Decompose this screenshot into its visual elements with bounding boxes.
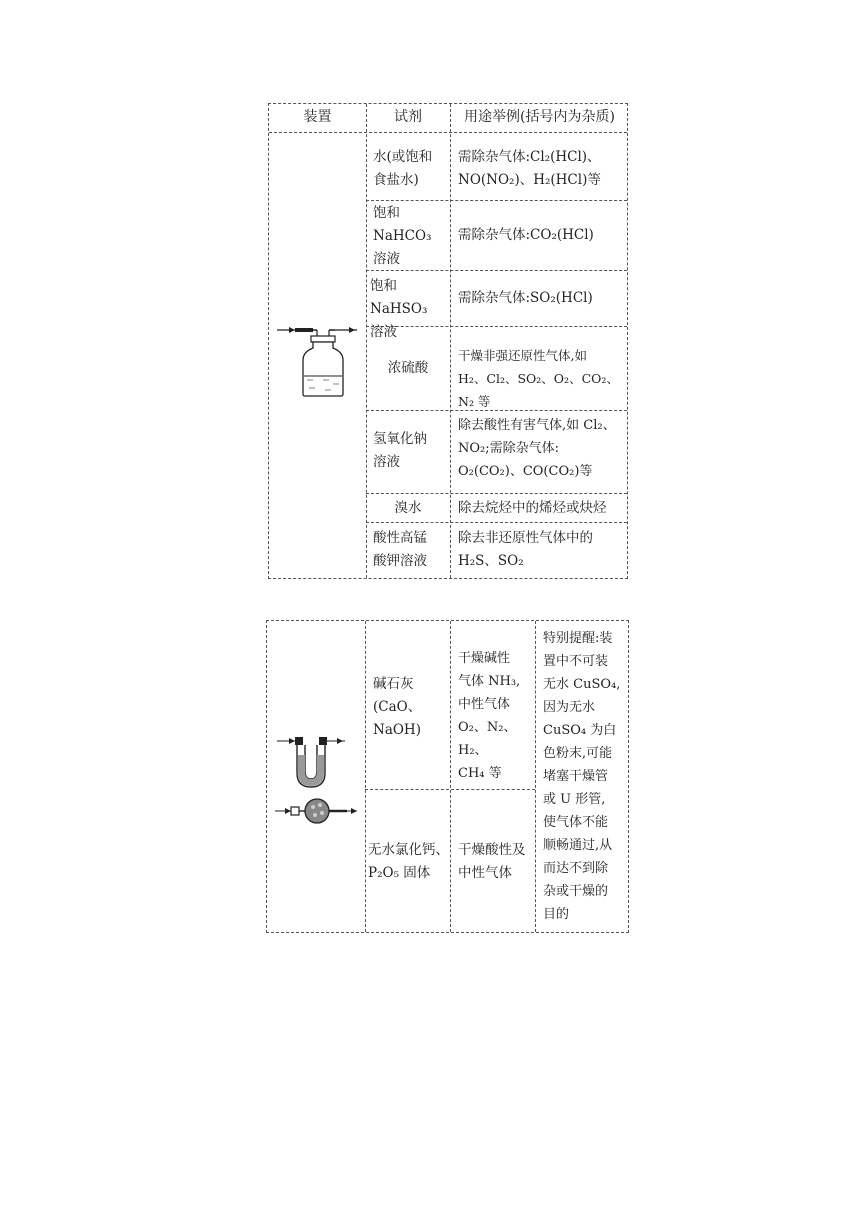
reagent-nahso3: 饱和 NaHSO₃ 溶液 xyxy=(370,278,428,340)
use-bromine-water: 除去烷烃中的烯烃或炔烃 xyxy=(458,500,607,516)
use-conc-sulfuric-acid: 干燥非强还原性气体,如 H₂、Cl₂、SO₂、O₂、CO₂、N₂ 等 xyxy=(458,348,619,409)
header-use: 用途举例(括号内为杂质) xyxy=(464,109,615,125)
use-naoh-solution: 除去酸性有害气体,如 Cl₂、 NO₂;需除杂气体: O₂(CO₂)、CO(CO₂)等 xyxy=(458,418,616,479)
reagent-naoh-solution: 氢氧化钠 溶液 xyxy=(373,431,427,470)
reagent-table-drying xyxy=(266,620,629,933)
use-soda-lime: 干燥碱性 气体 NH₃, 中性气体 O₂、N₂、H₂、 CH₄ 等 xyxy=(458,651,521,781)
use-water: 需除杂气体:Cl₂(HCl)、 NO(NO₂)、H₂(HCl)等 xyxy=(458,149,601,188)
special-reminder-note: 特别提醒:装 置中不可装 无水 CuSO₄, 因为无水 CuSO₄ 为白 色粉末,可能 堵塞干燥管 或 U 形管, 使气体不能 顺畅通过,从 而达不到除 杂或干燥的 目的 xyxy=(543,631,621,922)
reagent-soda-lime: 碱石灰 (CaO、 NaOH) xyxy=(373,676,422,738)
reagent-water: 水(或饱和 食盐水) xyxy=(373,149,433,188)
reagent-nahco3: 饱和 NaHCO₃ 溶液 xyxy=(373,205,432,267)
reagent-cacl2-p2o5: 无水氯化钙、 P₂O₅ 固体 xyxy=(368,842,449,881)
gas-washing-bottle-icon xyxy=(273,320,363,400)
header-reagent: 试剂 xyxy=(394,109,422,125)
use-nahso3: 需除杂气体:SO₂(HCl) xyxy=(458,290,593,306)
use-cacl2-p2o5: 干燥酸性及 中性气体 xyxy=(458,842,526,881)
reagent-acidic-kmno4: 酸性高锰 酸钾溶液 xyxy=(373,530,427,569)
reagent-conc-sulfuric-acid: 浓硫酸 xyxy=(387,360,429,376)
use-acidic-kmno4: 除去非还原性气体中的 H₂S、SO₂ xyxy=(458,530,593,569)
drying-tube-icon xyxy=(271,731,361,831)
header-apparatus: 装置 xyxy=(303,109,332,125)
use-nahco3: 需除杂气体:CO₂(HCl) xyxy=(458,227,594,243)
reagent-table-gas-washing xyxy=(268,103,628,579)
reagent-bromine-water: 溴水 xyxy=(394,500,422,516)
